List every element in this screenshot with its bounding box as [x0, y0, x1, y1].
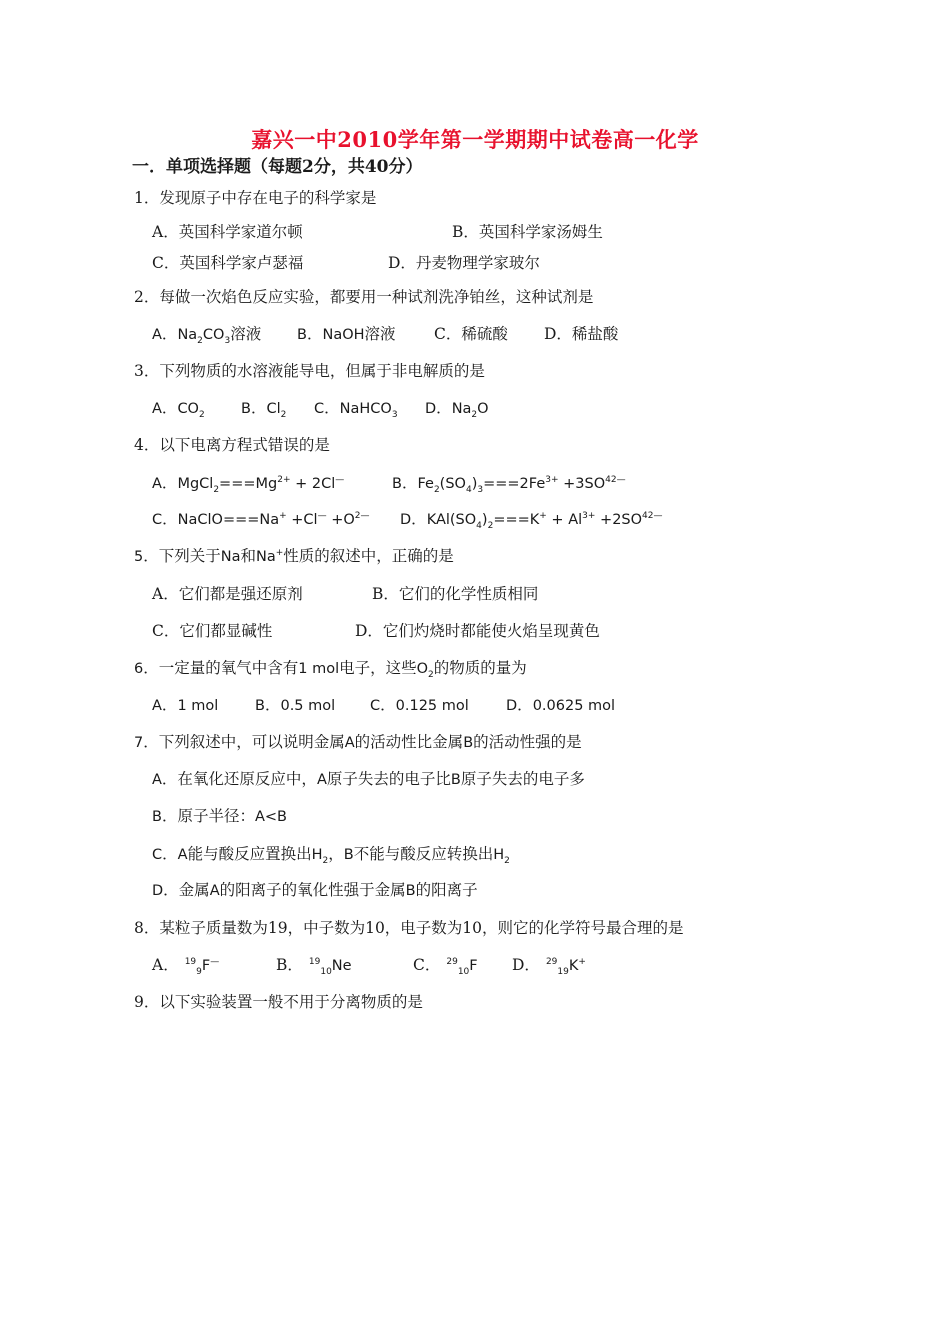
q7-option-d: D．金属A的阳离子的氧化性强于金属B的阳离子 [152, 881, 478, 899]
question-3-stem: 3．下列物质的水溶液能导电，但属于非电解质的是 [134, 362, 485, 380]
q8-option-c: C． $^{29}_{10}$F [413, 956, 478, 977]
q1-option-b: B．英国科学家汤姆生 [452, 223, 603, 241]
section-heading: 一．单项选择题（每题2分，共40分） [132, 157, 423, 177]
q4-option-a: A．$MgCl_2===Mg^{2+} + 2Cl^—$ [152, 474, 345, 495]
question-7-stem: 7．下列叙述中，可以说明金属A的活动性比金属B的活动性强的是 [134, 733, 582, 751]
question-8-stem: 8．某粒子质量数为19，中子数为10，电子数为10，则它的化学符号最合理的是 [134, 919, 684, 937]
q7-option-c: C．A能与酸反应置换出$H_2$，B不能与酸反应转换出$H_2$ [152, 845, 510, 866]
q4-option-d: D．$KAl(SO_4)_2===K^+ + Al^{3+} +2SO^{42—}$ [400, 510, 663, 531]
question-4-stem: 4．以下电离方程式错误的是 [134, 436, 330, 454]
q5-option-c: C．它们都显碱性 [152, 622, 273, 640]
q2-option-a: A．$Na_2CO_3$溶液 [152, 325, 262, 346]
exam-title: 嘉兴一中2010学年第一学期期中试卷高一化学 [251, 127, 699, 152]
q5-option-a: A．它们都是强还原剂 [152, 585, 303, 603]
q1-option-a: A．英国科学家道尔顿 [152, 223, 303, 241]
q8-option-b: B． $^{19}_{10}$Ne [276, 956, 352, 977]
q1-option-c: C．英国科学家卢瑟福 [152, 254, 304, 272]
question-1-stem: 1．发现原子中存在电子的科学家是 [134, 189, 377, 207]
q7-option-a: A．在氧化还原反应中，A原子失去的电子比B原子失去的电子多 [152, 770, 585, 788]
q6-option-c: C．0.125 mol [370, 696, 469, 714]
question-6-stem: 6．一定量的氧气中含有1 mol电子，这些$O_2$的物质的量为 [134, 659, 527, 680]
q6-option-b: B．0.5 mol [255, 696, 336, 714]
q8-option-a: A． $^{19}_9$F— [152, 956, 220, 977]
q6-option-d: D．0.0625 mol [506, 696, 616, 714]
question-2-stem: 2．每做一次焰色反应实验，都要用一种试剂洗净铂丝，这种试剂是 [134, 288, 594, 306]
q2-option-d: D．稀盐酸 [544, 325, 619, 343]
q1-option-d: D．丹麦物理学家玻尔 [388, 254, 540, 272]
q4-option-c: C．NaClO===Na+ $+Cl^— +O^{2—}$ [152, 510, 370, 528]
question-9-stem: 9．以下实验装置一般不用于分离物质的是 [134, 993, 423, 1011]
q2-option-b: B．NaOH溶液 [297, 325, 396, 343]
q3-option-a: A．$CO_2$ [152, 399, 205, 420]
q5-option-b: B．它们的化学性质相同 [372, 585, 539, 603]
q8-option-d: D． $^{29}_{19}$K+ [512, 956, 586, 977]
q5-option-d: D．它们灼烧时都能使火焰呈现黄色 [355, 622, 600, 640]
q3-option-d: D．$Na_2O$ [425, 399, 489, 420]
q2-option-c: C．稀硫酸 [434, 325, 508, 343]
q3-option-c: C．NaHCO$_3$ [314, 399, 398, 420]
question-5-stem: 5．下列关于Na和Na+性质的叙述中，正确的是 [134, 547, 454, 565]
q7-option-b: B．原子半径：A<B [152, 807, 287, 825]
q4-option-b: B．$Fe_2(SO_4)_3===2Fe^{3+} +3SO^{42—}$ [392, 474, 626, 495]
q6-option-a: A．1 mol [152, 696, 219, 714]
q3-option-b: B．$Cl_2$ [241, 399, 287, 420]
